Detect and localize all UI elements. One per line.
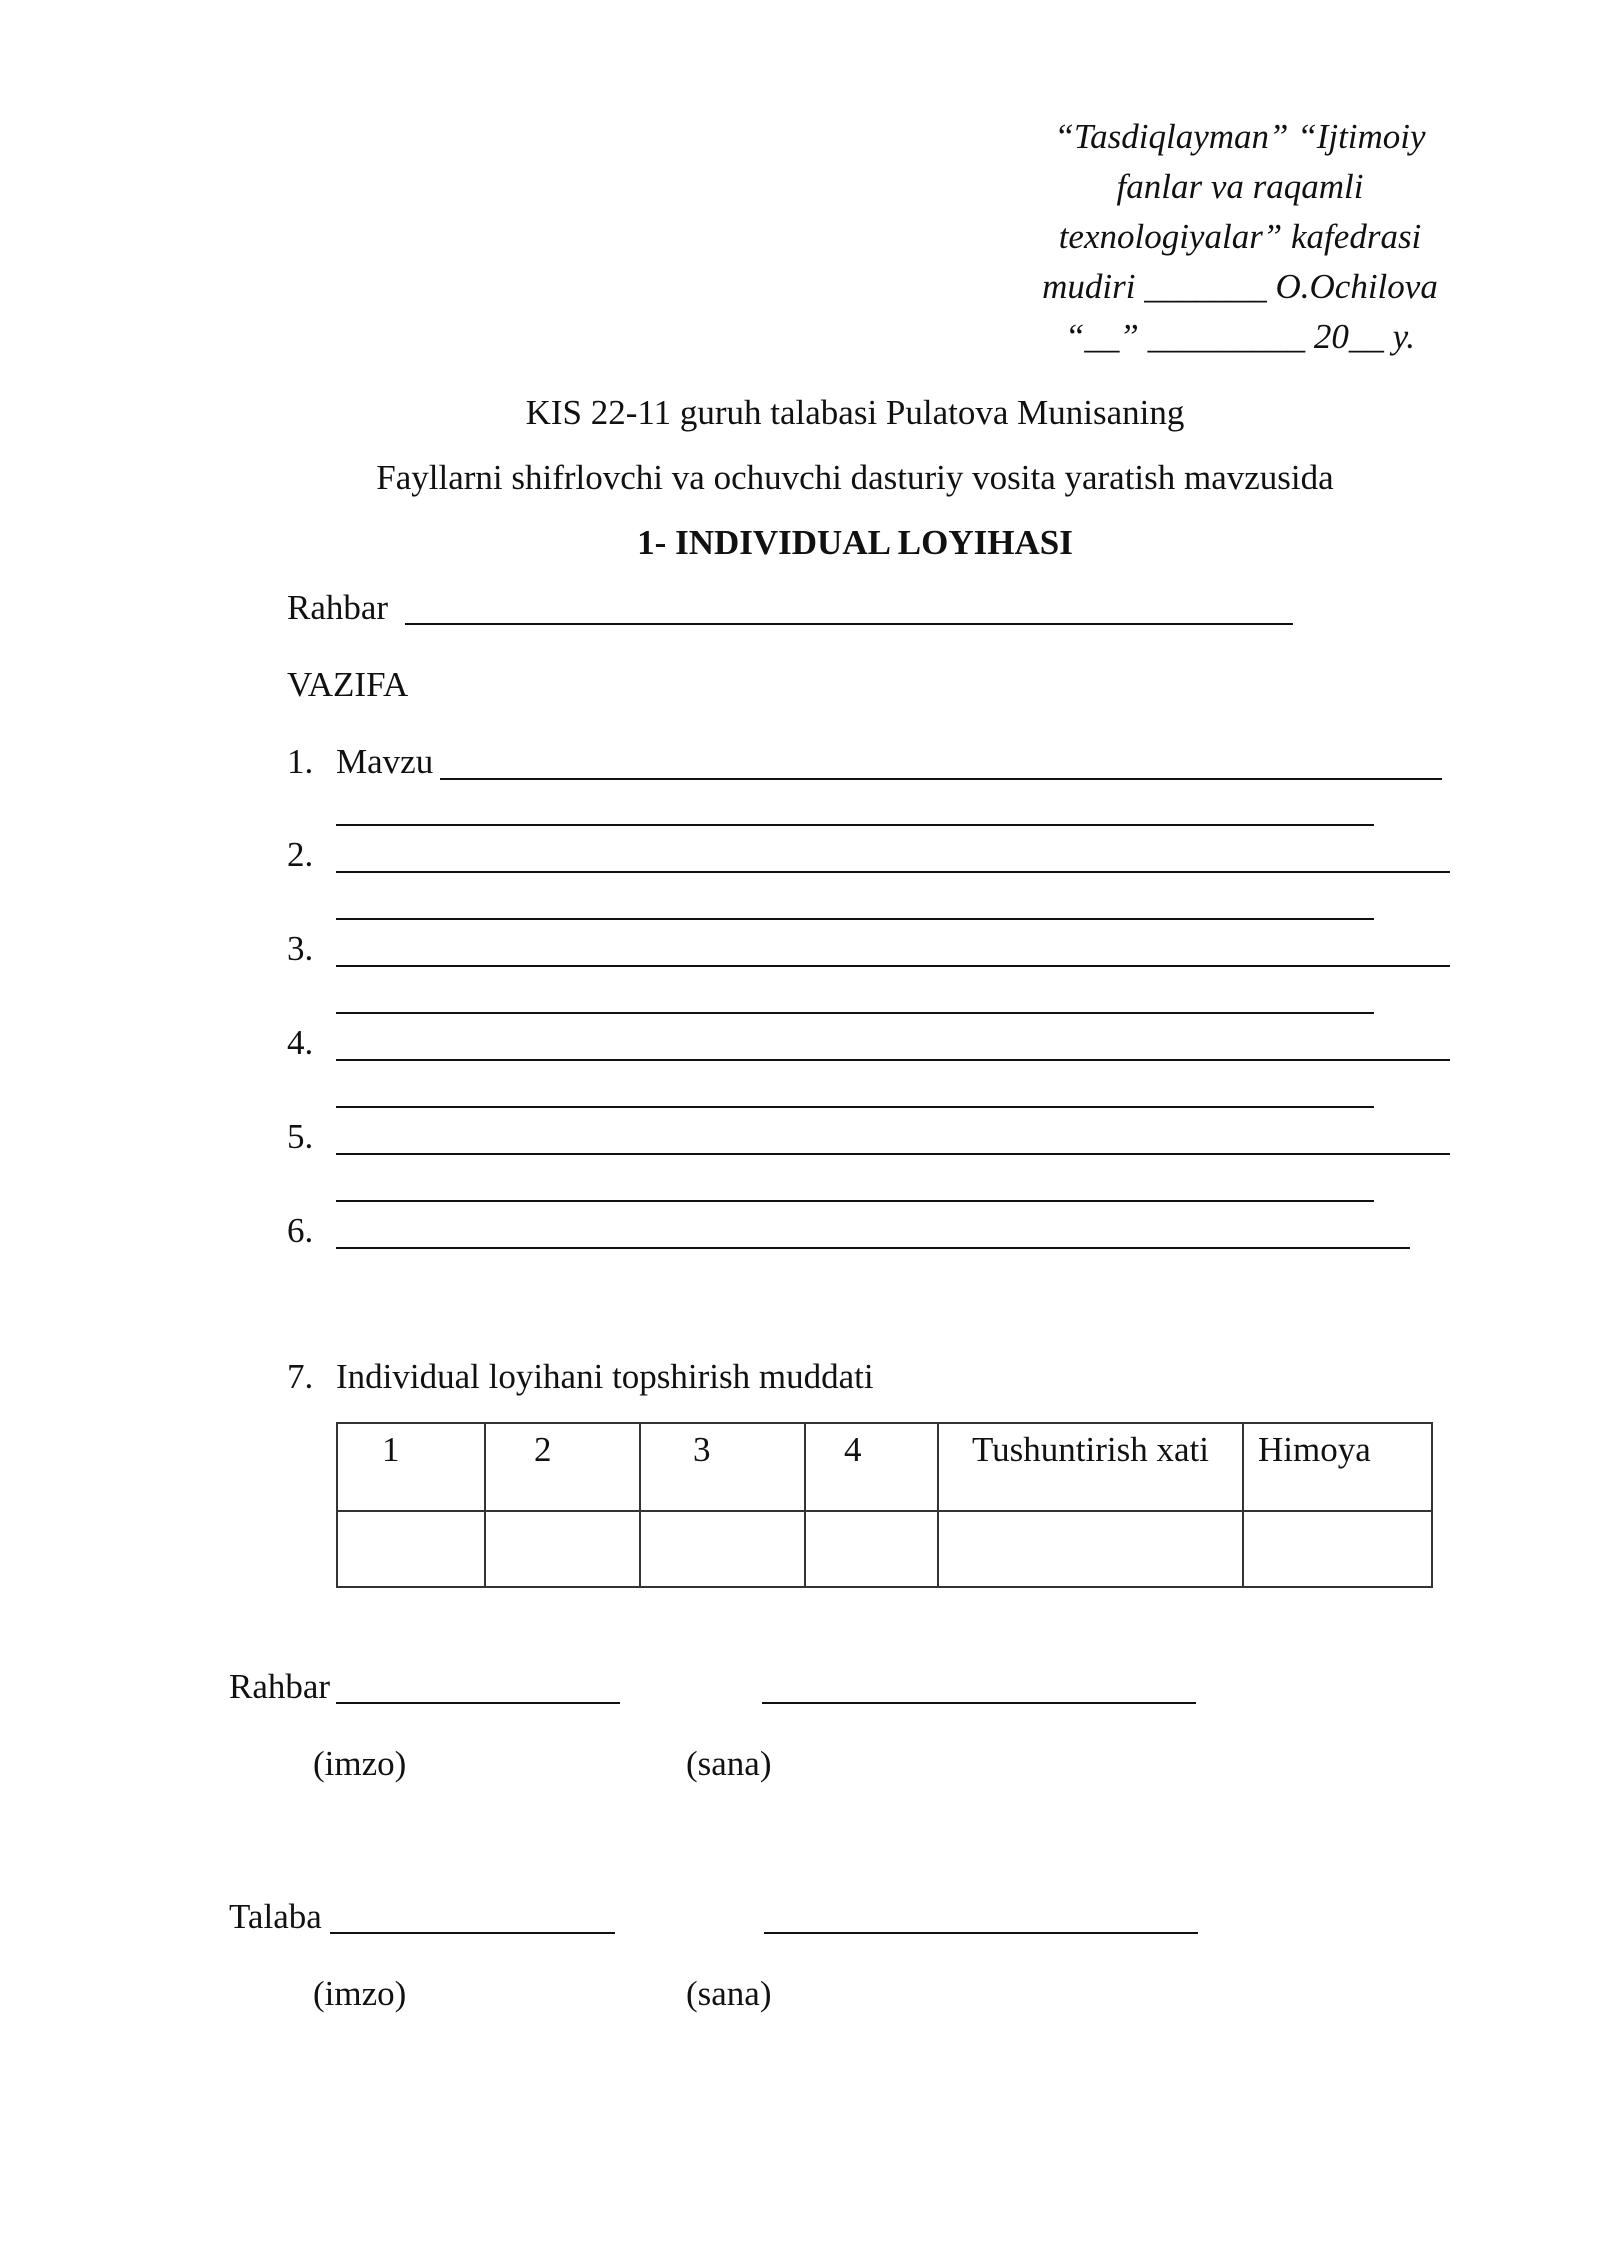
talaba-sana-caption: (sana)	[686, 1974, 772, 2013]
task-5-blank[interactable]	[336, 1153, 1450, 1155]
rahbar-sana-caption: (sana)	[686, 1744, 772, 1783]
task-3-number: 3.	[287, 929, 314, 968]
rahbar-signature-label: Rahbar	[229, 1667, 331, 1706]
table-cell[interactable]	[938, 1511, 1243, 1587]
student-line: KIS 22-11 guruh talabasi Pulatova Munisaning	[525, 393, 1185, 432]
task-6-blank[interactable]	[336, 1247, 1410, 1249]
talaba-date-blank[interactable]	[764, 1932, 1198, 1934]
task-3-blank-2[interactable]	[336, 1012, 1374, 1014]
rahbar-date-blank[interactable]	[762, 1702, 1196, 1704]
task-5-blank-2[interactable]	[336, 1200, 1374, 1202]
task-1-label: Mavzu	[336, 742, 434, 781]
task-2-blank[interactable]	[336, 871, 1450, 873]
supervisor-label: Rahbar	[287, 588, 389, 627]
task-3-blank[interactable]	[336, 965, 1450, 967]
table-header-cell: 2	[485, 1423, 640, 1511]
talaba-signature-label: Talaba	[229, 1897, 322, 1936]
table-header-row	[337, 1423, 1432, 1511]
topic-line: Fayllarni shifrlovchi va ochuvchi dasturiy vosita yaratish mavzusida	[376, 458, 1334, 497]
approval-line-3: texnologiyalar” kafedrasi	[1058, 217, 1422, 256]
task-2-blank-2[interactable]	[336, 918, 1374, 920]
approval-line-4: mudiri _______ O.Ochilova	[1042, 267, 1438, 306]
table-cell[interactable]	[337, 1511, 485, 1587]
table-header-cell: 4	[805, 1423, 938, 1511]
rahbar-imzo-caption: (imzo)	[313, 1744, 407, 1783]
table-cell[interactable]	[640, 1511, 805, 1587]
task-1-blank-2[interactable]	[336, 824, 1374, 826]
document-title: 1- INDIVIDUAL LOYIHASI	[637, 523, 1073, 562]
approval-line-5: “__” _________ 20__ y.	[1064, 317, 1416, 356]
table-header-cell: 3	[640, 1423, 805, 1511]
rahbar-signature-blank[interactable]	[336, 1702, 620, 1704]
table-header-cell: 1	[337, 1423, 485, 1511]
task-4-blank-2[interactable]	[336, 1106, 1374, 1108]
talaba-signature-blank[interactable]	[330, 1932, 615, 1934]
task-4-number: 4.	[287, 1023, 314, 1062]
task-heading: VAZIFA	[287, 665, 409, 704]
task-1-number: 1.	[287, 742, 314, 781]
table-cell[interactable]	[805, 1511, 938, 1587]
supervisor-blank[interactable]	[405, 623, 1293, 625]
task-1-blank[interactable]	[440, 778, 1442, 780]
table-cell[interactable]	[485, 1511, 640, 1587]
approval-line-2: fanlar va raqamli	[1116, 167, 1364, 206]
table-header-cell: Himoya	[1243, 1423, 1432, 1511]
deadline-label: Individual loyihani topshirish muddati	[336, 1357, 874, 1396]
task-5-number: 5.	[287, 1117, 314, 1156]
deadline-table	[336, 1422, 1433, 1588]
task-6-number: 6.	[287, 1211, 314, 1250]
talaba-imzo-caption: (imzo)	[313, 1974, 407, 2013]
table-cell[interactable]	[1243, 1511, 1432, 1587]
table-header-cell: Tushuntirish xati	[938, 1423, 1243, 1511]
table-row	[337, 1511, 1432, 1587]
deadline-number: 7.	[287, 1357, 314, 1396]
task-2-number: 2.	[287, 835, 314, 874]
approval-block	[1000, 112, 1480, 362]
task-4-blank[interactable]	[336, 1059, 1450, 1061]
approval-line-1: “Tasdiqlayman” “Ijtimoiy	[1054, 117, 1426, 156]
